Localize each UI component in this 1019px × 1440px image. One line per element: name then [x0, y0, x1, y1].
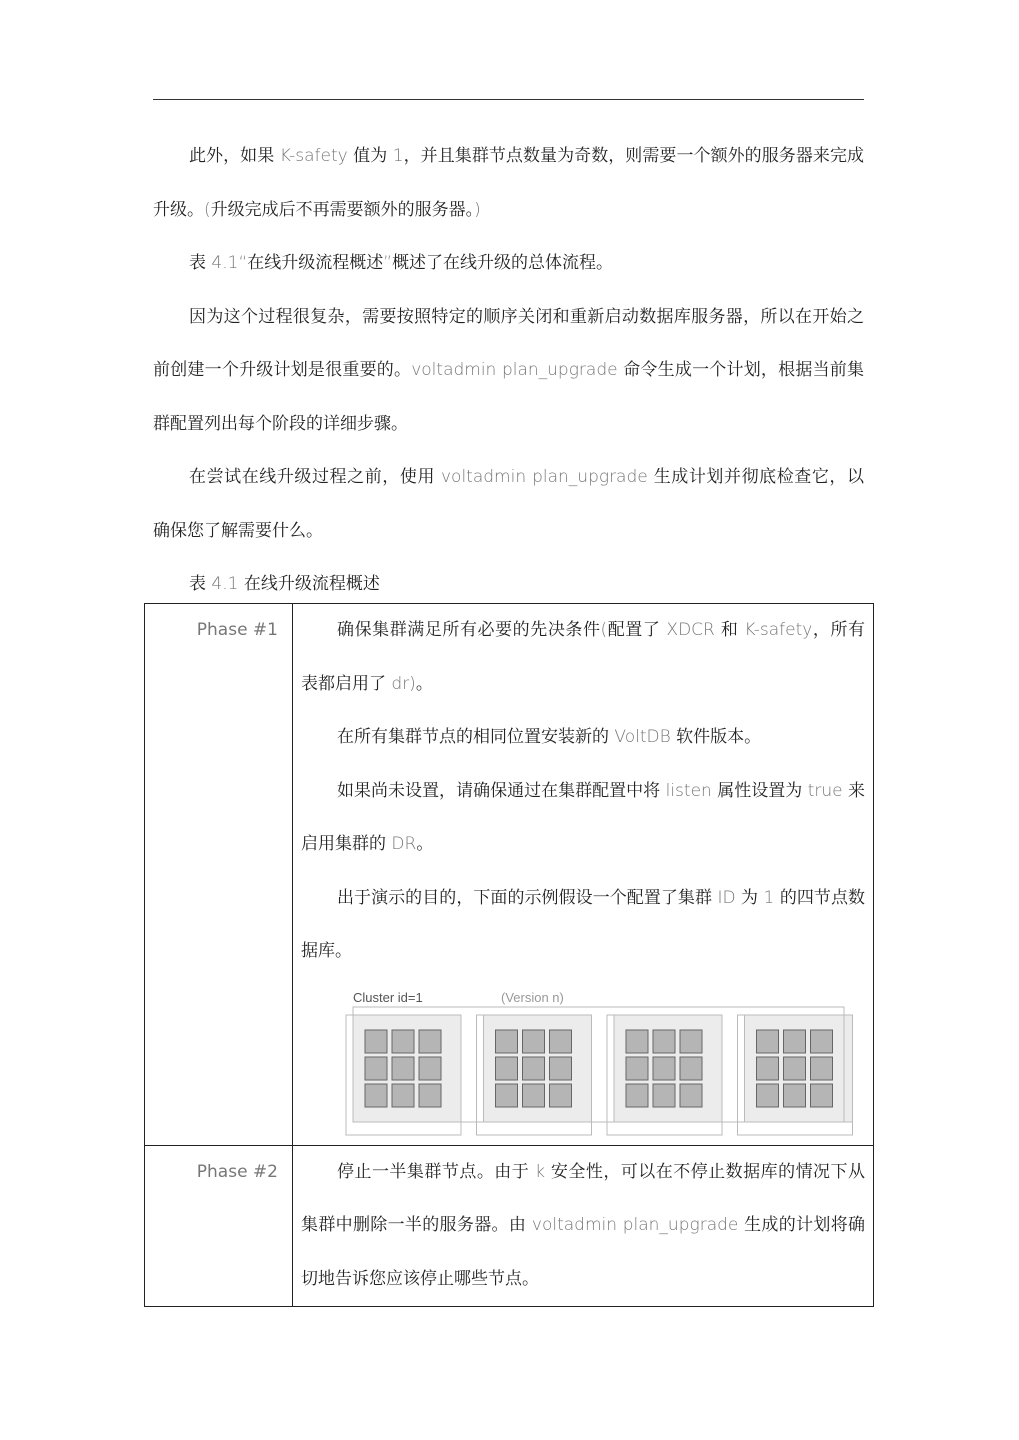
text-run: ( — [204, 199, 211, 220]
paragraph — [153, 237, 864, 291]
text-run: ID — [717, 887, 736, 908]
partition-block — [365, 1084, 387, 1107]
partition-block — [784, 1030, 806, 1053]
paragraph — [153, 130, 864, 237]
partition-block — [365, 1030, 387, 1053]
paragraph — [153, 451, 864, 558]
paragraph — [301, 1146, 865, 1307]
phase-content — [293, 1145, 874, 1307]
partition-block — [523, 1057, 545, 1080]
partition-block — [550, 1084, 572, 1107]
partition-block — [419, 1030, 441, 1053]
text-run: 停止一半集群节点。由于 — [337, 1161, 536, 1182]
partition-block — [419, 1084, 441, 1107]
partition-block — [392, 1084, 414, 1107]
text-run: K-safety — [744, 620, 813, 640]
text-run: k — [535, 1161, 545, 1182]
table-row — [145, 1145, 874, 1307]
text-run: voltadmin plan_upgrade — [531, 1215, 739, 1235]
cluster-label: Cluster id=1 — [353, 989, 423, 1005]
text-run: 表 — [189, 253, 212, 273]
partition-block — [811, 1057, 833, 1080]
version-label: (Version n) — [501, 989, 564, 1005]
text-run: listen — [665, 780, 712, 801]
text-run: ，并且集群节点数量为奇数，则需要一个额外的服务器来完成升级。 — [153, 146, 865, 220]
cluster-diagram — [341, 985, 861, 1145]
text-run: 4.1 — [211, 574, 239, 594]
partition-block — [626, 1057, 648, 1080]
partition-block — [496, 1084, 518, 1107]
partition-block — [811, 1030, 833, 1053]
partition-block — [496, 1030, 518, 1053]
partition-block — [757, 1084, 779, 1107]
text-run: 命令生成一个计划，根据当前集群配置列出每个阶段的详细步骤。 — [153, 360, 865, 434]
text-run: 配置了 — [607, 620, 667, 640]
text-run: 值为 — [347, 146, 393, 166]
header-rule — [153, 99, 864, 100]
paragraph — [301, 765, 865, 872]
paragraph — [301, 872, 865, 979]
text-run: voltadmin plan_upgrade — [441, 467, 648, 487]
text-run: ” — [383, 253, 393, 273]
text-run: K-safety — [279, 146, 348, 166]
text-run: 在线升级流程概述 — [238, 574, 380, 594]
phase-content — [293, 604, 874, 1146]
partition-block — [550, 1057, 572, 1080]
text-run: 生成的计划将确切地告诉您应该停止哪些节点。 — [301, 1215, 866, 1289]
text-run: 1 — [763, 887, 775, 908]
partition-block — [365, 1057, 387, 1080]
text-run: 。 — [415, 673, 433, 694]
text-run: 升级完成后不再需要额外的服务器。 — [210, 199, 475, 220]
text-run: XDCR — [666, 620, 715, 640]
partition-block — [392, 1057, 414, 1080]
text-run: 为 — [735, 887, 764, 908]
partition-block — [784, 1057, 806, 1080]
partition-block — [757, 1030, 779, 1053]
text-run: 表 — [189, 574, 212, 594]
text-run: voltadmin plan_upgrade — [411, 360, 618, 380]
partition-block — [680, 1084, 702, 1107]
partition-block — [419, 1057, 441, 1080]
text-run: 出于演示的目的，下面的示例假设一个配置了集群 — [337, 887, 718, 908]
text-run: 1 — [392, 146, 404, 166]
text-run: 的四节点数据库。 — [301, 887, 866, 961]
text-run: 因为这个过程很复杂，需要按照特定的顺序关闭和重新启动数据库服务器，所以在开始之前创建一个升级计划是很重要的。 — [153, 306, 864, 380]
partition-block — [626, 1084, 648, 1107]
upgrade-phases-table — [144, 603, 874, 1307]
text-run: ，所有表都启用了 — [301, 620, 866, 694]
partition-block — [680, 1057, 702, 1080]
partition-block — [392, 1030, 414, 1053]
phase-label: Phase #1 — [145, 604, 293, 1146]
partition-block — [653, 1057, 675, 1080]
paragraph — [301, 604, 865, 711]
text-run: 软件版本。 — [670, 727, 762, 747]
partition-block — [626, 1030, 648, 1053]
partition-block — [811, 1084, 833, 1107]
partition-block — [757, 1057, 779, 1080]
text-run: ) — [474, 199, 481, 220]
text-run: 在线升级流程概述 — [247, 253, 384, 273]
text-run: 在尝试在线升级过程之前，使用 — [189, 467, 441, 487]
text-run: 如果尚未设置，请确保通过在集群配置中将 — [337, 780, 666, 801]
text-run: 。 — [416, 834, 434, 854]
text-run: 和 — [714, 620, 745, 640]
text-run: 属性设置为 — [711, 780, 808, 801]
text-run: 来启用集群的 — [301, 780, 866, 854]
phase-label: Phase #2 — [145, 1145, 293, 1307]
partition-block — [784, 1084, 806, 1107]
text-run: 安全性，可以在不停止数据库的情况下从集群中删除一半的服务器。由 — [301, 1161, 865, 1235]
table-row — [145, 604, 874, 1146]
text-run: 4.1“ — [211, 253, 248, 273]
text-run: DR — [391, 834, 417, 854]
text-run: true — [807, 780, 843, 801]
partition-block — [496, 1057, 518, 1080]
text-run: 概述了在线升级的总体流程。 — [392, 253, 614, 273]
partition-block — [653, 1030, 675, 1053]
partition-block — [550, 1030, 572, 1053]
text-run: 确保集群满足所有必要的先决条件 — [337, 620, 601, 640]
paragraph — [153, 291, 864, 452]
partition-block — [653, 1084, 675, 1107]
body-text — [153, 130, 864, 612]
partition-block — [523, 1030, 545, 1053]
partition-block — [680, 1030, 702, 1053]
paragraph — [301, 711, 865, 765]
text-run: 在所有集群节点的相同位置安装新的 — [337, 727, 615, 747]
text-run: 生成计划并彻底检查它，以确保您了解需要什么。 — [153, 467, 865, 541]
text-run: 此外，如果 — [189, 146, 280, 166]
text-run: dr) — [391, 673, 416, 694]
text-run: VoltDB — [614, 727, 671, 747]
text-run: ( — [600, 620, 608, 640]
partition-block — [523, 1084, 545, 1107]
